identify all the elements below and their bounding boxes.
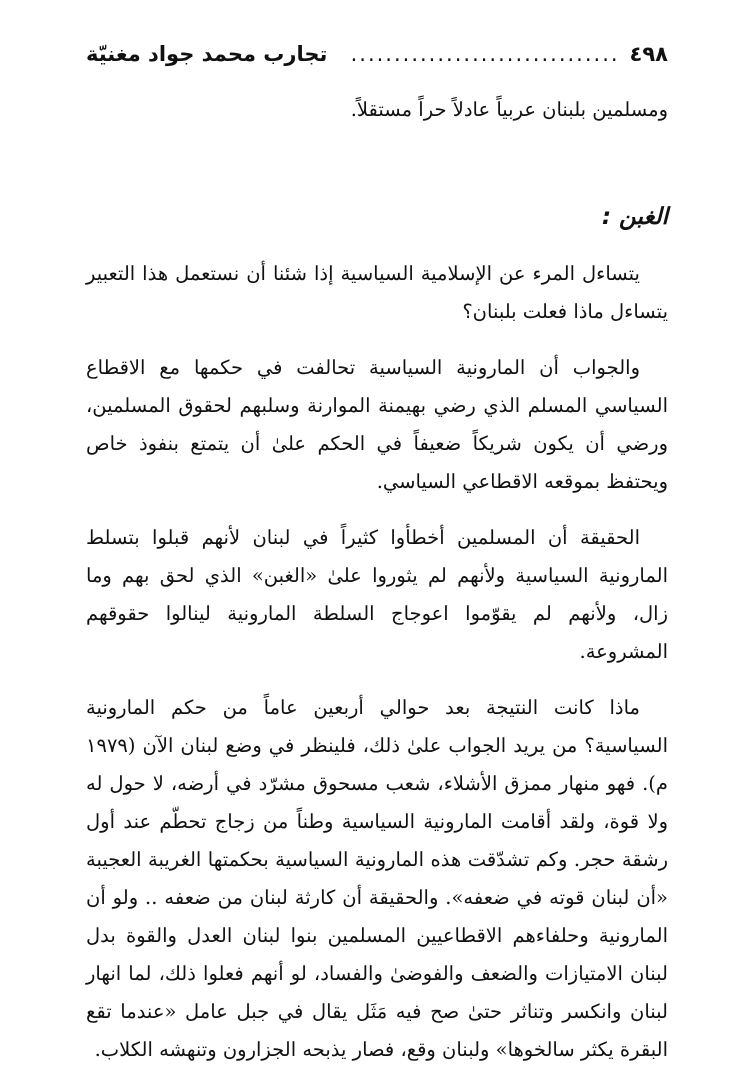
running-head: [86, 32, 668, 76]
dot-leader: ...............................: [350, 42, 620, 66]
paragraph: يتساءل المرء عن الإسلامية السياسية إذا شئنا أن نستعمل هذا التعبير يتساءل ماذا فعلت بلبنان؟: [86, 262, 668, 323]
paragraph: الحقيقة أن المسلمين أخطأوا كثيراً في لبنان لأنهم قبلوا بتسلط المارونية السياسية ولأنهم لم يثوروا علىٰ «الغبن» الذي لحق بهم وما زال، ولأنهم لم يقوّموا اعوجاج السلطة المارونية لينالوا حقوقهم المشروعة.: [86, 526, 668, 663]
paragraph: ماذا كانت النتيجة بعد حوالي أربعين عاماً من حكم المارونية السياسية؟ من يريد الجواب علىٰ ذلك، فلينظر في وضع لبنان الآن (١٩٧٩ م). فهو منهار ممزق الأشلاء، شعب مسحوق مشرّد في أرضه، لا حول له ولا قوة، ولقد أقامت المارونية السياسية وطناً من زجاج تحطّم عند أول رشقة حجر. وكم تشدّقت هذه المارونية السياسية بحكمتها الغريبة العجيبة «أن لبنان قوته في ضعفه». والحقيقة أن كارثة لبنان من ضعفه .. ولو أن المارونية وحلفاءهم الاقطاعيين المسلمين بنوا لبنان العدل والقوة بدل لبنان الامتيازات والضعف والفوضىٰ والفساد، لو أنهم فعلوا ذلك، لما انهار لبنان وانكسر وتناثر حتىٰ صح فيه مَثَل يقال في جبل عامل «عندما تقع البقرة يكثر سالخوها» ولبنان وقع، فصار يذبحه الجزارون وتنهشه الكلاب.: [86, 696, 668, 1061]
continuation-paragraph: ومسلمين بلبنان عربياً عادلاً حراً مستقلاً.: [350, 98, 668, 121]
section-heading: الغبن :: [601, 204, 668, 230]
book-title: تجارب محمد جواد مغنيّة: [86, 42, 328, 66]
paragraph: والجواب أن المارونية السياسية تحالفت في حكمها مع الاقطاع السياسي المسلم الذي رضي بهيمنة الموارنة وسلبهم لحقوق المسلمين، ورضي أن يكون شريكاً ضعيفاً في الحكم علىٰ أن يتمتع بنفوذ خاص ويحتفظ بموقعه الاقطاعي السياسي.: [86, 356, 668, 493]
page-number: ٤٩٨: [629, 42, 668, 66]
book-page: [86, 32, 668, 1069]
